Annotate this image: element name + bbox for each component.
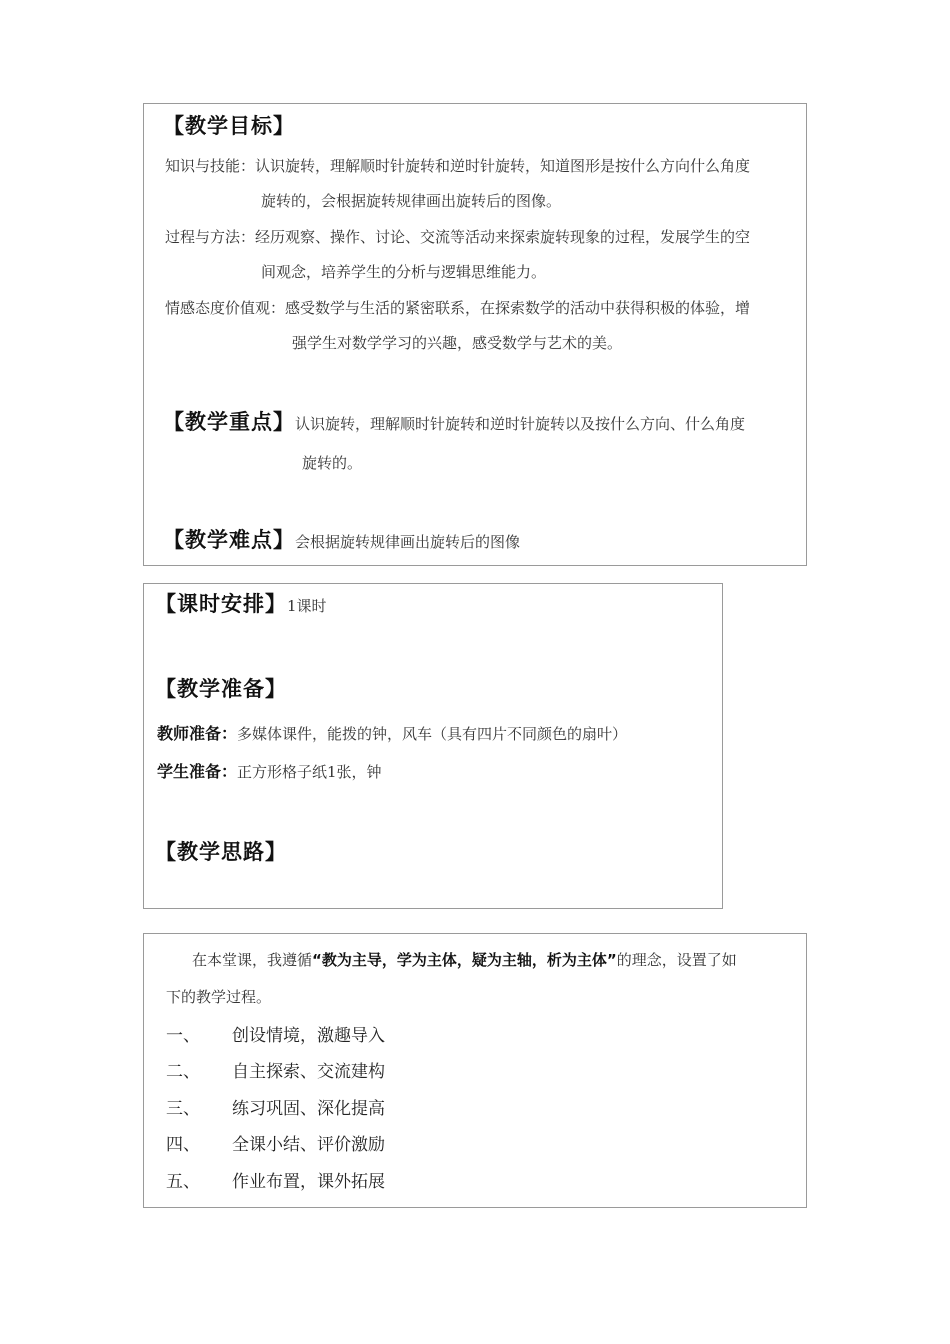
knowledge-label: 知识与技能：: [165, 157, 256, 175]
process-intro-line2: 下的教学过程。: [166, 988, 272, 1006]
preparation-title: 【教学准备】: [155, 677, 287, 701]
teacher-preparation-text: 多媒体课件，能拨的钟，风车（具有四片不同颜色的扇叶）: [237, 725, 628, 743]
intro-post: 的理念，设置了如: [616, 951, 737, 969]
student-preparation: [157, 759, 382, 782]
process-step: [166, 1021, 385, 1046]
difficulties-text: 会根据旋转规律画出旋转后的图像: [295, 533, 521, 551]
knowledge-text1: 认识旋转，理解顺时针旋转和逆时针旋转，知道图形是按什么方向什么角度: [255, 157, 751, 175]
student-preparation-label: 学生准备：: [157, 762, 238, 781]
knowledge-skills-line2: 旋转的，会根据旋转规律画出旋转后的图像。: [261, 192, 562, 210]
key-points-line2: 旋转的。: [302, 454, 363, 472]
process-step: [166, 1057, 385, 1082]
step-number: 一、: [166, 1026, 200, 1046]
teacher-preparation-label: 教师准备：: [157, 724, 238, 743]
step-number: 四、: [166, 1135, 200, 1155]
schedule-text: 1课时: [287, 597, 327, 615]
process-step: [166, 1167, 385, 1192]
process-step: [166, 1130, 385, 1155]
step-text: 全课小结、评价激励: [232, 1135, 385, 1155]
emotion-values-line2: 强学生对数学学习的兴趣，感受数学与艺术的美。: [292, 334, 623, 352]
process-methods-line2: 间观念，培养学生的分析与逻辑思维能力。: [261, 263, 547, 281]
step-text: 创设情境，激趣导入: [232, 1026, 385, 1046]
step-text: 作业布置，课外拓展: [232, 1172, 385, 1192]
emotion-label: 情感态度价值观：: [165, 299, 286, 317]
process-step: [166, 1094, 385, 1119]
step-text: 练习巩固、深化提高: [232, 1099, 385, 1119]
teacher-preparation: [157, 721, 627, 744]
process-intro-line1: [192, 949, 737, 970]
approach-title: 【教学思路】: [155, 840, 287, 864]
step-number: 三、: [166, 1099, 200, 1119]
knowledge-skills-line1: [165, 155, 750, 176]
process-text1: 经历观察、操作、讨论、交流等活动来探索旋转现象的过程，发展学生的空: [255, 228, 751, 246]
emotion-values-line1: [165, 297, 750, 318]
step-number: 二、: [166, 1062, 200, 1082]
step-number: 五、: [166, 1172, 200, 1192]
key-points-line1: 认识旋转，理解顺时针旋转和逆时针旋转以及按什么方向、什么角度: [295, 415, 746, 433]
objectives-title: 【教学目标】: [163, 114, 295, 138]
process-label: 过程与方法：: [165, 228, 256, 246]
process-methods-line1: [165, 226, 750, 247]
intro-pre: 在本堂课，我遵循: [192, 951, 313, 969]
key-points-title: 【教学重点】认识旋转，理解顺时针旋转和逆时针旋转以及按什么方向、什么角度: [163, 410, 746, 434]
emotion-text1: 感受数学与生活的紧密联系，在探索数学的活动中获得积极的体验，增: [285, 299, 751, 317]
student-preparation-text: 正方形格子纸1张，钟: [237, 763, 382, 781]
intro-principles: “教为主导，学为主体，疑为主轴，析为主体”: [312, 951, 617, 969]
schedule-title: 【课时安排】1课时: [155, 592, 327, 616]
difficulties-title: 【教学难点】会根据旋转规律画出旋转后的图像: [163, 528, 521, 552]
step-text: 自主探索、交流建构: [232, 1062, 385, 1082]
